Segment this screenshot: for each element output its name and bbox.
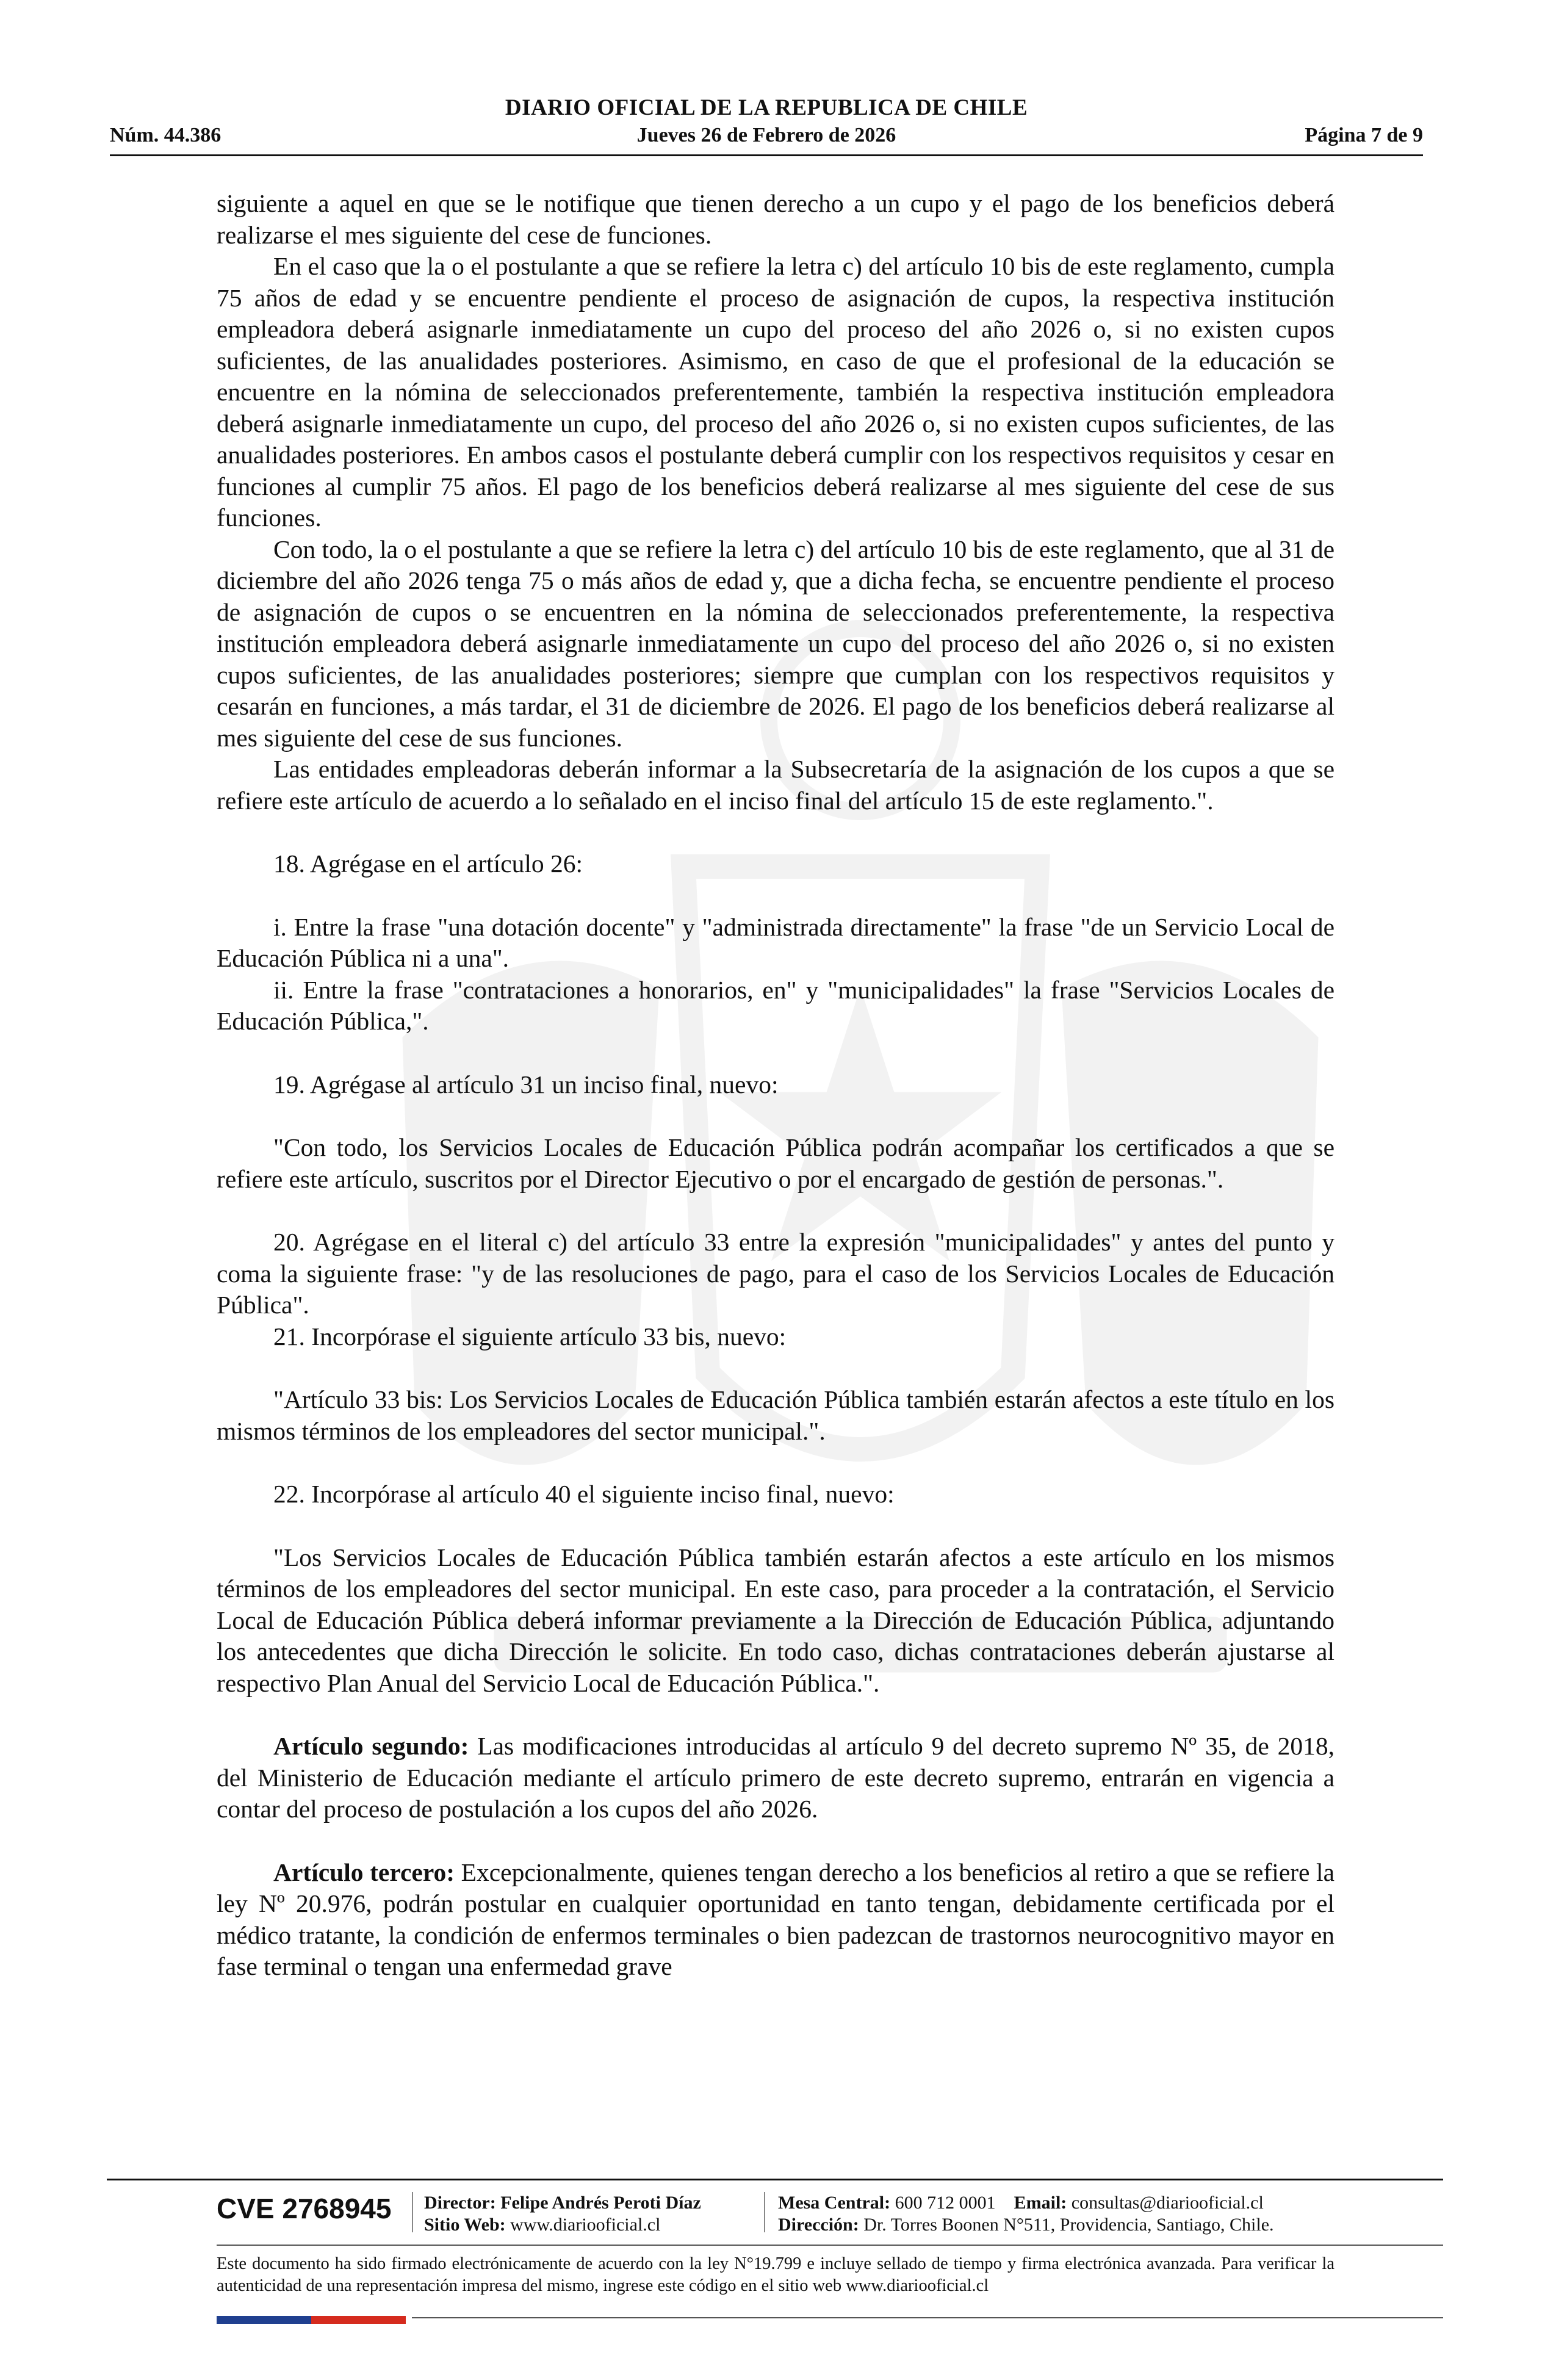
email-link[interactable]: consultas@diariooficial.cl <box>1071 2193 1264 2213</box>
phone-value: 600 712 0001 <box>895 2193 996 2213</box>
address-label: Dirección: <box>778 2215 859 2235</box>
flag-stripe <box>217 2316 406 2324</box>
document-body <box>217 188 1334 1983</box>
issue-number: Núm. 44.386 <box>110 124 222 146</box>
article-text: Las modificaciones introducidas al artículo 9 del decreto supremo Nº 35, de 2018, del Ministerio de Educación mediante el artículo primero de este decreto supremo, entrarán en vigencia a contar del proceso de postulación a los cupos del año 2026. <box>217 1732 1334 1823</box>
paragraph: ii. Entre la frase "contrataciones a honorarios, en" y "municipalidades" la frase "Servicios Locales de Educación Pública,". <box>217 975 1334 1035</box>
article-label: Artículo segundo: <box>273 1732 469 1760</box>
article-paragraph <box>217 1731 1334 1825</box>
flag-red-stripe <box>311 2316 406 2324</box>
publication-title: DIARIO OFICIAL DE LA REPUBLICA DE CHILE <box>505 95 1028 120</box>
quoted-paragraph: "Artículo 33 bis: Los Servicios Locales de Educación Pública también estarán afectos a este título en los mismos términos de los empleadores del sector municipal.". <box>217 1385 1334 1445</box>
paragraph: siguiente a aquel en que se le notifique que tienen derecho a un cupo y el pago de los beneficios deberá realizarse el mes siguiente del cese de funciones. <box>217 189 1334 249</box>
page-header <box>110 95 1423 162</box>
amendment-heading: 20. Agrégase en el literal c) del artículo 33 entre la expresión "municipalidades" y antes del punto y coma la siguiente frase: "y de las resoluciones de pago, para el caso de los Servicios Locales de Educación Pública". <box>217 1228 1334 1319</box>
issue-date: Jueves 26 de Febrero de 2026 <box>636 124 896 146</box>
quoted-paragraph: "Con todo, los Servicios Locales de Educación Pública podrán acompañar los certificados a que se refiere este artículo, suscritos por el Director Ejecutivo o por el encargado de gestión de personas.". <box>217 1133 1334 1193</box>
article-text: Excepcionalmente, quienes tengan derecho a los beneficios al retiro a que se refiere la ley Nº 20.976, podrán postular en cualquier oportunidad en tanto tengan, debidamente certificada por el médico tratante, la condición de enfermos terminales o bien padezcan de trastornos neurocognitivo mayor en fase terminal o tengan una enfermedad grave <box>217 1858 1334 1980</box>
article-paragraph <box>217 1857 1334 1983</box>
amendment-heading: 18. Agrégase en el artículo 26: <box>273 849 583 878</box>
email-label: Email: <box>1014 2193 1067 2213</box>
phone-label: Mesa Central: <box>778 2193 891 2213</box>
amendment-heading: 21. Incorpórase el siguiente artículo 33 bis, nuevo: <box>273 1322 787 1350</box>
footer-contact-block <box>778 2192 1274 2236</box>
article-label: Artículo tercero: <box>273 1858 455 1886</box>
cve-code: CVE 2768945 <box>217 2193 392 2224</box>
director-label: Director: <box>424 2193 496 2213</box>
address-value: Dr. Torres Boonen N°511, Providencia, Santiago, Chile. <box>863 2215 1274 2235</box>
director-name: Felipe Andrés Peroti Díaz <box>500 2193 701 2213</box>
header-divider <box>110 154 1423 156</box>
footer-director-block <box>424 2192 701 2236</box>
footer-separator <box>764 2192 765 2232</box>
page-number: Página 7 de 9 <box>1305 124 1423 146</box>
signature-disclaimer: Este documento ha sido firmado electrónicamente de acuerdo con la ley N°19.799 e incluye sellado de tiempo y firma electrónica avanzada. Para verificar la autenticidad de una representación impresa del mismo, ingrese este código en el sitio web www.diariooficial.cl <box>217 2254 1334 2295</box>
amendment-heading: 19. Agrégase al artículo 31 un inciso final, nuevo: <box>273 1070 779 1098</box>
flag-blue-stripe <box>217 2316 311 2324</box>
footer-separator <box>412 2192 413 2232</box>
quoted-paragraph: "Los Servicios Locales de Educación Pública también estarán afectos a este artículo en los mismos términos de los empleadores del sector municipal. En este caso, para proceder a la contratación, el Servicio Local de Educación Pública deberá informar previamente a la Dirección de Educación Pública, adjuntando los antecedentes que dicha Dirección le solicite. En todo caso, dichas contrataciones deberán ajustarse al respectivo Plan Anual del Servicio Local de Educación Pública.". <box>217 1543 1334 1697</box>
website-link[interactable]: www.diariooficial.cl <box>510 2215 661 2235</box>
website-label: Sitio Web: <box>424 2215 506 2235</box>
paragraph: Con todo, la o el postulante a que se refiere la letra c) del artículo 10 bis de este reglamento, que al 31 de diciembre del año 2026 tenga 75 o más años de edad y, que a dicha fecha, se encuentre pendiente el proceso de asignación de cupos o se encuentren en la nómina de seleccionados preferentemente, la respectiva institución empleadora deberá asignarle inmediatamente un cupo del proceso del año 2026 o, si no existen cupos suficientes, de las anualidades posteriores; siempre que cumplan con los respectivos requisitos y cesarán en funciones, a más tardar, el 31 de diciembre de 2026. El pago de los beneficios deberá realizarse al mes siguiente del cese de sus funciones. <box>217 535 1334 752</box>
paragraph: En el caso que la o el postulante a que se refiere la letra c) del artículo 10 bis de este reglamento, cumpla 75 años de edad y se encuentre pendiente el proceso de asignación de cupos, la respectiva institución empleadora deberá asignarle inmediatamente un cupo del proceso del año 2026 o, si no existen cupos suficientes, de las anualidades posteriores. Asimismo, en caso de que el profesional de la educación se encuentre en la nómina de seleccionados preferentemente, también la respectiva institución empleadora deberá asignarle inmediatamente un cupo, del proceso del año 2026 o, si no existen cupos suficientes, de las anualidades posteriores. En ambos casos el postulante deberá cumplir con los respectivos requisitos y cesar en funciones al cumplir 75 años. El pago de los beneficios deberá realizarse al mes siguiente del cese de sus funciones. <box>217 252 1334 532</box>
footer-divider <box>107 2179 1443 2180</box>
footer-bottom-line <box>412 2317 1443 2318</box>
footer-divider <box>217 2245 1443 2246</box>
paragraph: i. Entre la frase "una dotación docente" y "administrada directamente" la frase "de un Servicio Local de Educación Pública ni a una". <box>217 912 1334 972</box>
paragraph: Las entidades empleadoras deberán informar a la Subsecretaría de la asignación de los cupos a que se refiere este artículo de acuerdo a lo señalado en el inciso final del artículo 15 de este reglamento.". <box>217 755 1334 815</box>
amendment-heading: 22. Incorpórase al artículo 40 el siguiente inciso final, nuevo: <box>273 1480 895 1508</box>
